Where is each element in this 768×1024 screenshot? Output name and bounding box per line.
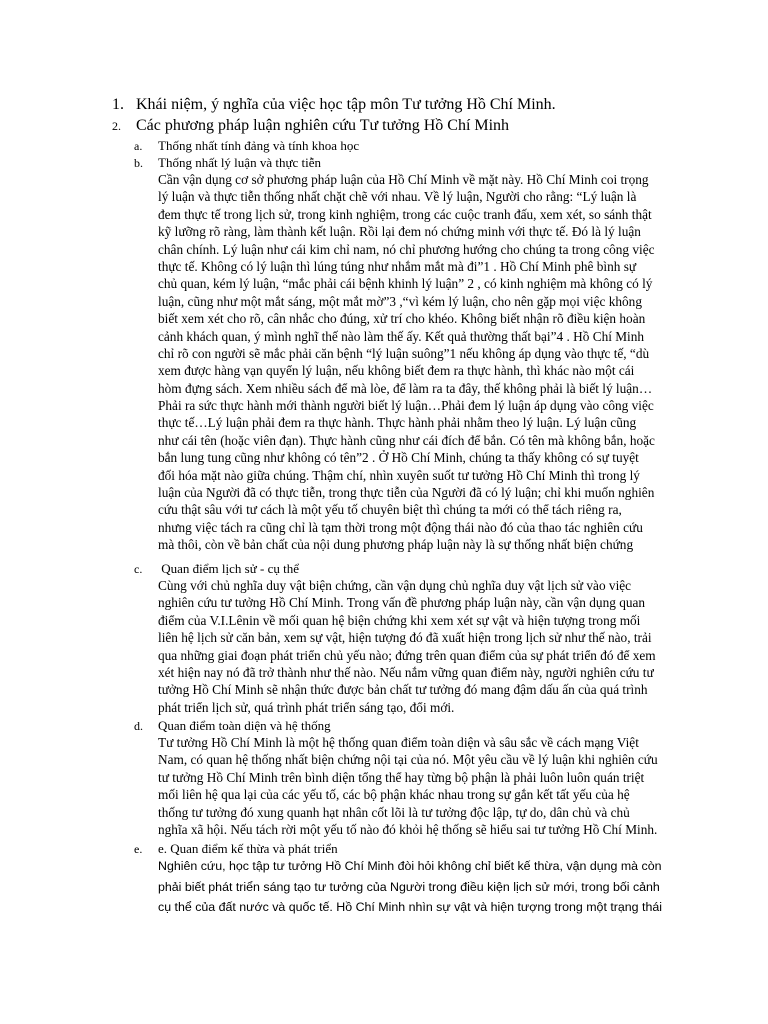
paragraph-line: nghiên cứu tư tưởng Hồ Chí Minh. Trong vấn đề phương pháp luận này, cần vận dụng quan [158, 595, 646, 611]
paragraph-line: cứu thật sâu với tư cách là một yếu tố chuyên biệt thì chúng ta mới có thể tách riêng ra, [158, 502, 622, 518]
section-e-marker: e. [134, 842, 143, 856]
heading-2 [112, 116, 509, 136]
paragraph-line: Cùng với chủ nghĩa duy vật biện chứng, cần vận dụng chủ nghĩa duy vật lịch sử vào việc [158, 578, 632, 593]
paragraph-line: luận của Người đã có thực tiễn, trong thực tiễn của Người đã có lý luận; chỉ khi muốn nghiên [158, 485, 655, 501]
section-a-heading [134, 137, 359, 155]
paragraph-line: phát triển lịch sử, quá trình phát triển sáng tạo, đổi mới. [158, 699, 455, 715]
section-d-title: Quan điểm toàn diện và hệ thống [158, 718, 331, 733]
section-c-marker: c. [134, 562, 143, 576]
heading-1 [112, 95, 556, 115]
paragraph-line: Cần vận dụng cơ sở phương pháp luận của Hồ Chí Minh về mặt này. Hồ Chí Minh coi trọng [158, 172, 649, 187]
paragraph-line: nghĩa xã hội. Nếu tách rời một yếu tố nào đó khỏi hệ thống sẽ hiểu sai tư tưởng Hồ Chí Minh. [158, 821, 658, 837]
paragraph-line: Phải ra sức thực hành mới thành người biết lý luận…Phải đem lý luận áp dụng vào công việc [158, 398, 654, 414]
section-c-title: Quan điểm lịch sử - cụ thể [158, 561, 299, 576]
paragraph-line: chủ quan, kém lý luận, “mắc phải cái bệnh khinh lý luận” 2 , có kinh nghiệm mà không có lý [158, 276, 653, 292]
section-e-title: e. Quan điểm kế thừa và phát triển [158, 841, 338, 856]
paragraph-line: thống tư tưởng đó xung quanh hạt nhân cốt lõi là tư tưởng độc lập, tự do, dân chủ và chủ [158, 804, 630, 820]
paragraph-line: điểm của V.I.Lênin về mối quan hệ biện chứng khi xem xét sự vật và hiện tượng trong mối [158, 612, 641, 628]
section-c-paragraph [158, 577, 698, 716]
paragraph-line: xét hiện nay nó đã trở thành như thế nào. Nếu nắm vững quan điểm này, người nghiên cứu tư [158, 664, 654, 680]
paragraph-line: lý luận và thực tiễn thống nhất chặt chẽ với nhau. Về lý luận, Người cho rằng: “Lý luận là [158, 189, 637, 205]
heading-1-text: Khái niệm, ý nghĩa của việc học tập môn Tư tưởng Hồ Chí Minh. [136, 96, 556, 113]
paragraph-line: Nam, có quan hệ thống nhất biện chứng nội tại của nó. Một yêu cầu về lý luận khi nghiên cứu [158, 752, 658, 768]
section-a-title: Thống nhất tính đảng và tính khoa học [158, 138, 360, 153]
paragraph-line: chỉ rõ con người sẽ mắc phải căn bệnh “lý luận suông”1 nếu không áp dụng vào thực tế, “dù [158, 345, 650, 361]
paragraph-line: tưởng Hồ Chí Minh sẽ nhận thức được bản chất tư tưởng đó mang đậm dấu ấn của quá trình [158, 682, 648, 698]
heading-2-number: 2. [112, 119, 121, 133]
heading-1-number: 1. [112, 96, 124, 113]
heading-2-text: Các phương pháp luận nghiên cứu Tư tưởng Hồ Chí Minh [136, 117, 510, 134]
paragraph-line: xem được hàng vạn quyển lý luận, nếu không biết đem ra thực hành, thì khác nào một cái [158, 363, 635, 379]
paragraph-line: chân chính. Lý luận như cái kim chỉ nam, nó chỉ phương hướng cho chúng ta trong công việc [158, 241, 655, 257]
paragraph-line: luận, cũng như một mắt sáng, một mắt mờ”3 ,“vì kém lý luận, cho nên gặp mọi việc không [158, 293, 642, 309]
paragraph-line: mối liên hệ qua lại của các yếu tố, các bộ phận khác nhau trong sự gắn kết tất yếu của hệ [158, 787, 630, 803]
section-b-heading [134, 154, 321, 172]
section-d-paragraph [158, 734, 698, 838]
paragraph-line: kỹ lưỡng rõ ràng, làm thành kết luận. Rồi lại đem nó chứng minh với thực tế. Đó là lý luận [158, 224, 641, 240]
section-a-marker: a. [134, 139, 143, 153]
paragraph-line: liên hệ lịch sử căn bản, xem sự vật, hiện tượng đó đã xuất hiện trong lịch sử như thế nào, trải [158, 630, 652, 646]
section-d-marker: d. [134, 719, 143, 733]
paragraph-line: bắn lung tung cũng như không có tên”2 . Ở Hồ Chí Minh, chúng ta thấy không có sự tuyệt [158, 450, 639, 466]
section-d-heading [134, 717, 331, 735]
section-e-paragraph [158, 856, 698, 918]
paragraph-line: như cái tên (hoặc viên đạn). Thực hành cũng như cái đích để bắn. Có tên mà không bắn, hoặc [158, 432, 655, 448]
paragraph-line: tư tưởng Hồ Chí Minh trên bình diện tổng thể hay từng bộ phận là phải luôn luôn quán triệt [158, 769, 645, 785]
section-b-marker: b. [134, 156, 143, 170]
paragraph-line: đối hóa mặt nào giữa chúng. Thậm chí, nhìn xuyên suốt tư tưởng Hồ Chí Minh thì trong lý [158, 467, 640, 483]
paragraph-line: biết xem xét cho rõ, cân nhắc cho đúng, xử trí cho khéo. Không biết nhận rõ điều kiện hoàn [158, 311, 646, 327]
paragraph-line: nhưng việc tách ra cũng chỉ là tạm thời trong một động thái nào đó của thao tác nghiên cứu [158, 519, 643, 535]
section-b-title: Thống nhất lý luận và thực tiễn [158, 155, 322, 170]
section-c-heading [134, 560, 299, 578]
paragraph-line: phải biết phát triển sáng tạo tư tưởng của Người trong điều kiện lịch sử mới, trong bối cảnh [158, 879, 660, 894]
paragraph-line: qua những giai đoạn phát triển chủ yếu nào; đứng trên quan điểm của sự phát triển đó để xem [158, 647, 656, 663]
paragraph-line: mà thôi, còn về bản chất của nội dung phương pháp luận này là sự thống nhất biện chứng [158, 537, 634, 553]
paragraph-line: Nghiên cứu, học tập tư tưởng Hồ Chí Minh đòi hỏi không chỉ biết kế thừa, vận dụng mà còn [158, 859, 662, 873]
paragraph-line: cụ thể của đất nước và quốc tế. Hồ Chí Minh nhìn sự vật và hiện tượng trong một trạng thái [158, 900, 662, 915]
paragraph-line: thực tế. Không có lý luận thì lúng túng như nhắm mắt mà đi”1 . Hồ Chí Minh phê bình sự [158, 258, 637, 274]
paragraph-line: Tư tưởng Hồ Chí Minh là một hệ thống quan điểm toàn diện và sâu sắc về cách mạng Việt [158, 735, 639, 750]
paragraph-line: hòm đựng sách. Xem nhiều sách để mà lòe, để làm ra ta đây, thế không phải là biết lý luận… [158, 380, 653, 396]
paragraph-line: cảnh khách quan, ý mình nghĩ thế nào làm thế ấy. Kết quả thường thất bại”4 . Hồ Chí Minh [158, 328, 645, 344]
paragraph-line: thực tế…Lý luận phải đem ra thực hành. Thực hành phải nhằm theo lý luận. Lý luận cũng [158, 415, 637, 431]
paragraph-line: đem thực tế trong lịch sử, trong kinh nghiệm, trong các cuộc tranh đấu, xem xét, so sánh thật [158, 206, 652, 222]
section-b-paragraph [158, 171, 698, 554]
